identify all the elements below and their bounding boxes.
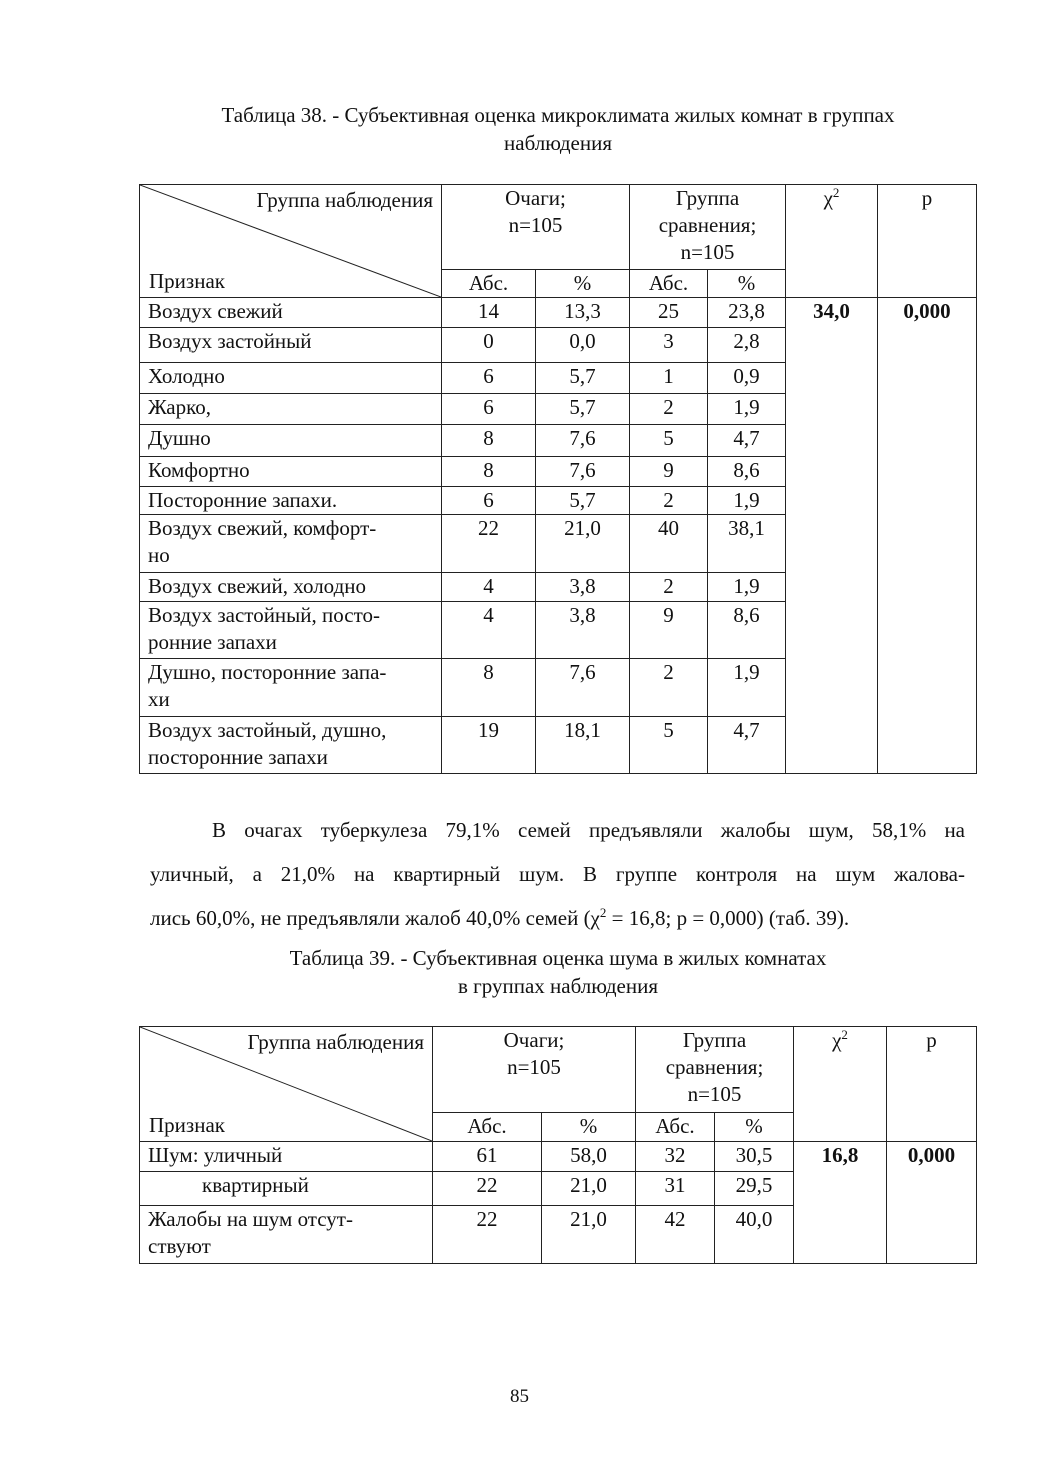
feature-label: Признак [149,269,225,293]
foci-pct-cell: 0,0 [536,328,630,363]
comp-pct-cell: 29,5 [715,1172,794,1206]
foci-abs-cell: 22 [433,1206,542,1264]
foci-pct-cell: 5,7 [536,487,630,515]
chi-square-header: $\chi^2$ [786,185,878,298]
foci-pct-cell: 7,6 [536,659,630,717]
foci-abs-cell: 0 [442,328,536,363]
comp-abs-cell: 42 [636,1206,715,1264]
feature-cell: Комфортно [140,457,442,487]
group-label: Группа наблюдения [247,1030,424,1054]
comp-abs-cell: 1 [630,363,708,394]
feature-cell: Жалобы на шум отсут- ствуют [140,1206,433,1264]
foci-abs-cell: 6 [442,363,536,394]
foci-pct-cell: 7,6 [536,457,630,487]
foci-abs-cell: 8 [442,457,536,487]
table39-caption [140,944,976,1000]
comp-abs-cell: 5 [630,425,708,457]
feature-cell: Воздух свежий, холодно [140,573,442,602]
comp-pct-cell: 0,9 [708,363,786,394]
table39-caption-line1: Таблица 39. - Субъективная оценка шума в жилых комнатах [289,946,827,970]
foci-pct-cell: 21,0 [542,1172,636,1206]
chi-square-value: 34,0 [786,298,878,774]
comp-abs-cell: 9 [630,602,708,659]
foci-abs-cell: 6 [442,394,536,425]
comp-pct-cell: 8,6 [708,602,786,659]
feature-cell: Душно, посторонние запа- хи [140,659,442,717]
comp-abs-cell: 25 [630,298,708,328]
abs-header: Абс. [636,1113,715,1142]
table38-diagonal-header-cell [140,185,442,298]
feature-cell: Воздух застойный, посто- ронние запахи [140,602,442,659]
feature-cell: Воздух застойный [140,328,442,363]
comp-abs-cell: 40 [630,515,708,573]
foci-pct-cell: 5,7 [536,394,630,425]
foci-pct-cell: 13,3 [536,298,630,328]
foci-pct-cell: 18,1 [536,717,630,774]
comp-abs-cell: 2 [630,394,708,425]
comp-pct-cell: 8,6 [708,457,786,487]
table39-caption-line2: в группах наблюдения [457,974,658,998]
feature-cell: Шум: уличный [140,1142,433,1172]
foci-pct-cell: 58,0 [542,1142,636,1172]
comp-pct-cell: 4,7 [708,717,786,774]
table38 [139,184,977,774]
p-value: 0,000 [887,1142,977,1264]
comp-pct-cell: 40,0 [715,1206,794,1264]
group-label: Группа наблюдения [256,188,433,212]
comp-pct-cell: 4,7 [708,425,786,457]
comp-abs-cell: 32 [636,1142,715,1172]
table39 [139,1026,977,1264]
foci-header: Очаги; n=105 [433,1027,636,1113]
pct-header: % [542,1113,636,1142]
pct-header: % [536,270,630,298]
foci-abs-cell: 8 [442,659,536,717]
foci-abs-cell: 19 [442,717,536,774]
foci-abs-cell: 22 [433,1172,542,1206]
comp-pct-cell: 1,9 [708,659,786,717]
foci-pct-cell: 21,0 [536,515,630,573]
table38-caption [140,101,976,157]
table39-diagonal-header-cell [140,1027,433,1142]
foci-abs-cell: 22 [442,515,536,573]
foci-abs-cell: 4 [442,573,536,602]
feature-cell: Воздух свежий [140,298,442,328]
p-header: p [887,1027,977,1142]
comp-abs-cell: 2 [630,487,708,515]
comp-pct-cell: 1,9 [708,394,786,425]
foci-abs-cell: 6 [442,487,536,515]
paragraph-line: В очагах туберкулеза 79,1% семей предъявляли жалобы шум, 58,1% на [212,818,965,842]
foci-abs-cell: 8 [442,425,536,457]
comparison-header: Группа сравнения; n=105 [630,185,786,270]
feature-cell: Посторонние запахи. [140,487,442,515]
page-number: 85 [510,1386,529,1407]
p-value: 0,000 [878,298,977,774]
comp-abs-cell: 5 [630,717,708,774]
pct-header: % [708,270,786,298]
chi-square-value: 16,8 [794,1142,887,1264]
table-row [140,1142,977,1172]
comp-pct-cell: 2,8 [708,328,786,363]
foci-pct-cell: 3,8 [536,602,630,659]
foci-pct-cell: 5,7 [536,363,630,394]
foci-pct-cell: 21,0 [542,1206,636,1264]
foci-pct-cell: 7,6 [536,425,630,457]
feature-cell: Холодно [140,363,442,394]
comp-pct-cell: 38,1 [708,515,786,573]
foci-abs-cell: 14 [442,298,536,328]
comp-abs-cell: 31 [636,1172,715,1206]
foci-pct-cell: 3,8 [536,573,630,602]
comp-abs-cell: 2 [630,573,708,602]
pct-header: % [715,1113,794,1142]
feature-cell: Жарко, [140,394,442,425]
comp-pct-cell: 23,8 [708,298,786,328]
chi-square-header: $\chi^2$ [794,1027,887,1142]
abs-header: Абс. [442,270,536,298]
table38-caption-line2: наблюдения [504,131,612,155]
foci-abs-cell: 4 [442,602,536,659]
paragraph-line: уличный, а 21,0% на квартирный шум. В группе контроля на шум жалова- [150,862,965,886]
paragraph-line: лись 60,0%, не предъявляли жалоб 40,0% семей ($\chi^2 = 16,8$; р = 0,000) (таб. 39). [150,905,850,930]
feature-cell: Воздух свежий, комфорт- но [140,515,442,573]
comp-abs-cell: 9 [630,457,708,487]
feature-label: Признак [149,1113,225,1137]
table-row [140,298,977,328]
table38-caption-line1: Таблица 38. - Субъективная оценка микроклимата жилых комнат в группах [221,103,895,127]
comparison-header: Группа сравнения; n=105 [636,1027,794,1113]
comp-abs-cell: 3 [630,328,708,363]
foci-header: Очаги; n=105 [442,185,630,270]
feature-cell: квартирный [140,1172,433,1206]
feature-cell: Воздух застойный, душно, посторонние запахи [140,717,442,774]
feature-cell: Душно [140,425,442,457]
comp-pct-cell: 30,5 [715,1142,794,1172]
abs-header: Абс. [433,1113,542,1142]
abs-header: Абс. [630,270,708,298]
p-header: p [878,185,977,298]
foci-abs-cell: 61 [433,1142,542,1172]
comp-pct-cell: 1,9 [708,573,786,602]
body-paragraph [150,808,965,940]
comp-abs-cell: 2 [630,659,708,717]
comp-pct-cell: 1,9 [708,487,786,515]
